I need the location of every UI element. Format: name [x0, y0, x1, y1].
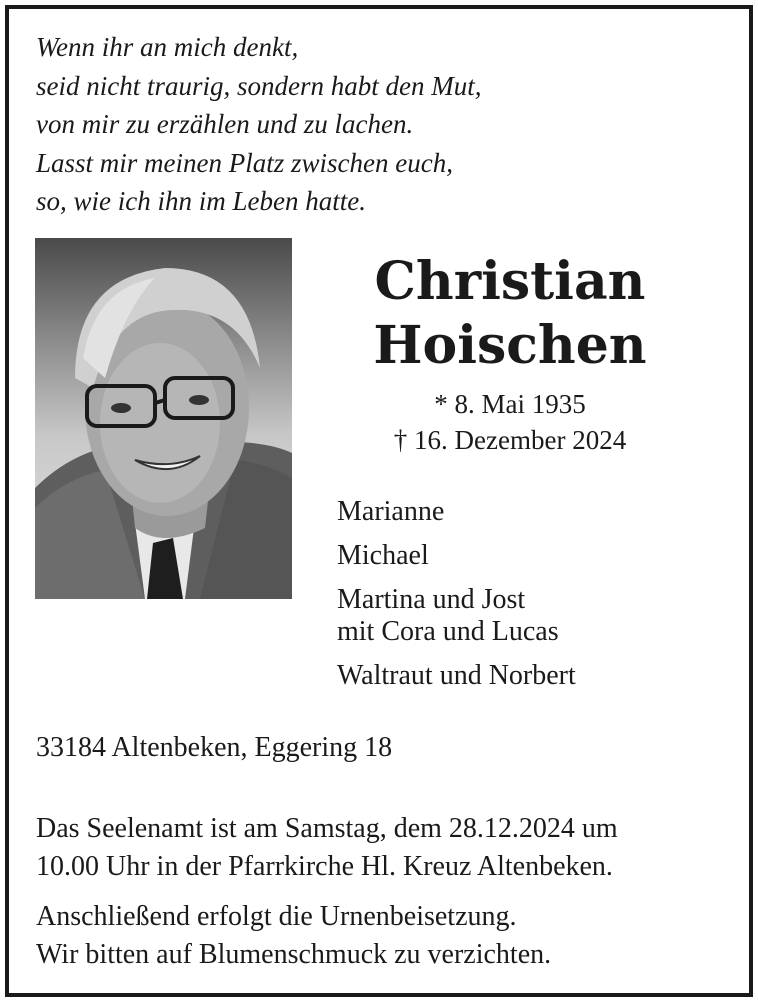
note-line: Wir bitten auf Blumenschmuck zu verzichten. [36, 939, 552, 970]
family-line: Michael [337, 540, 429, 571]
service-line: Das Seelenamt ist am Samstag, dem 28.12.2024 um [36, 813, 618, 844]
poem-line: von mir zu erzählen und zu lachen. [36, 109, 414, 139]
family-group [337, 584, 576, 648]
life-dates [340, 386, 680, 458]
death-date: † 16. Dezember 2024 [393, 425, 627, 455]
service-info [36, 810, 618, 886]
poem-line: Wenn ihr an mich denkt, [36, 32, 299, 62]
family-line: mit Cora und Lucas [337, 616, 559, 647]
family-line: Waltraut und Norbert [337, 660, 576, 691]
note-line: Anschließend erfolgt die Urnenbeisetzung. [36, 901, 517, 932]
birth-date: * 8. Mai 1935 [434, 389, 586, 419]
family-group [337, 496, 576, 528]
address: 33184 Altenbeken, Eggering 18 [36, 732, 393, 763]
family-group [337, 660, 576, 692]
poem-line: Lasst mir meinen Platz zwischen euch, [36, 147, 453, 178]
service-line: 10.00 Uhr in der Pfarrkirche Hl. Kreuz Altenbeken. [36, 851, 613, 882]
first-name: Christian [374, 251, 646, 312]
closing-note [36, 898, 551, 974]
family-group [337, 540, 576, 572]
poem [36, 28, 481, 221]
last-name: Hoischen [373, 315, 647, 376]
deceased-name [340, 250, 680, 378]
family-line: Martina und Jost [337, 584, 526, 615]
portrait-photo [35, 238, 292, 599]
poem-line: seid nicht traurig, sondern habt den Mut, [36, 70, 482, 101]
family-members [337, 496, 576, 704]
poem-line: so, wie ich ihn im Leben hatte. [36, 186, 366, 216]
family-line: Marianne [337, 496, 445, 527]
